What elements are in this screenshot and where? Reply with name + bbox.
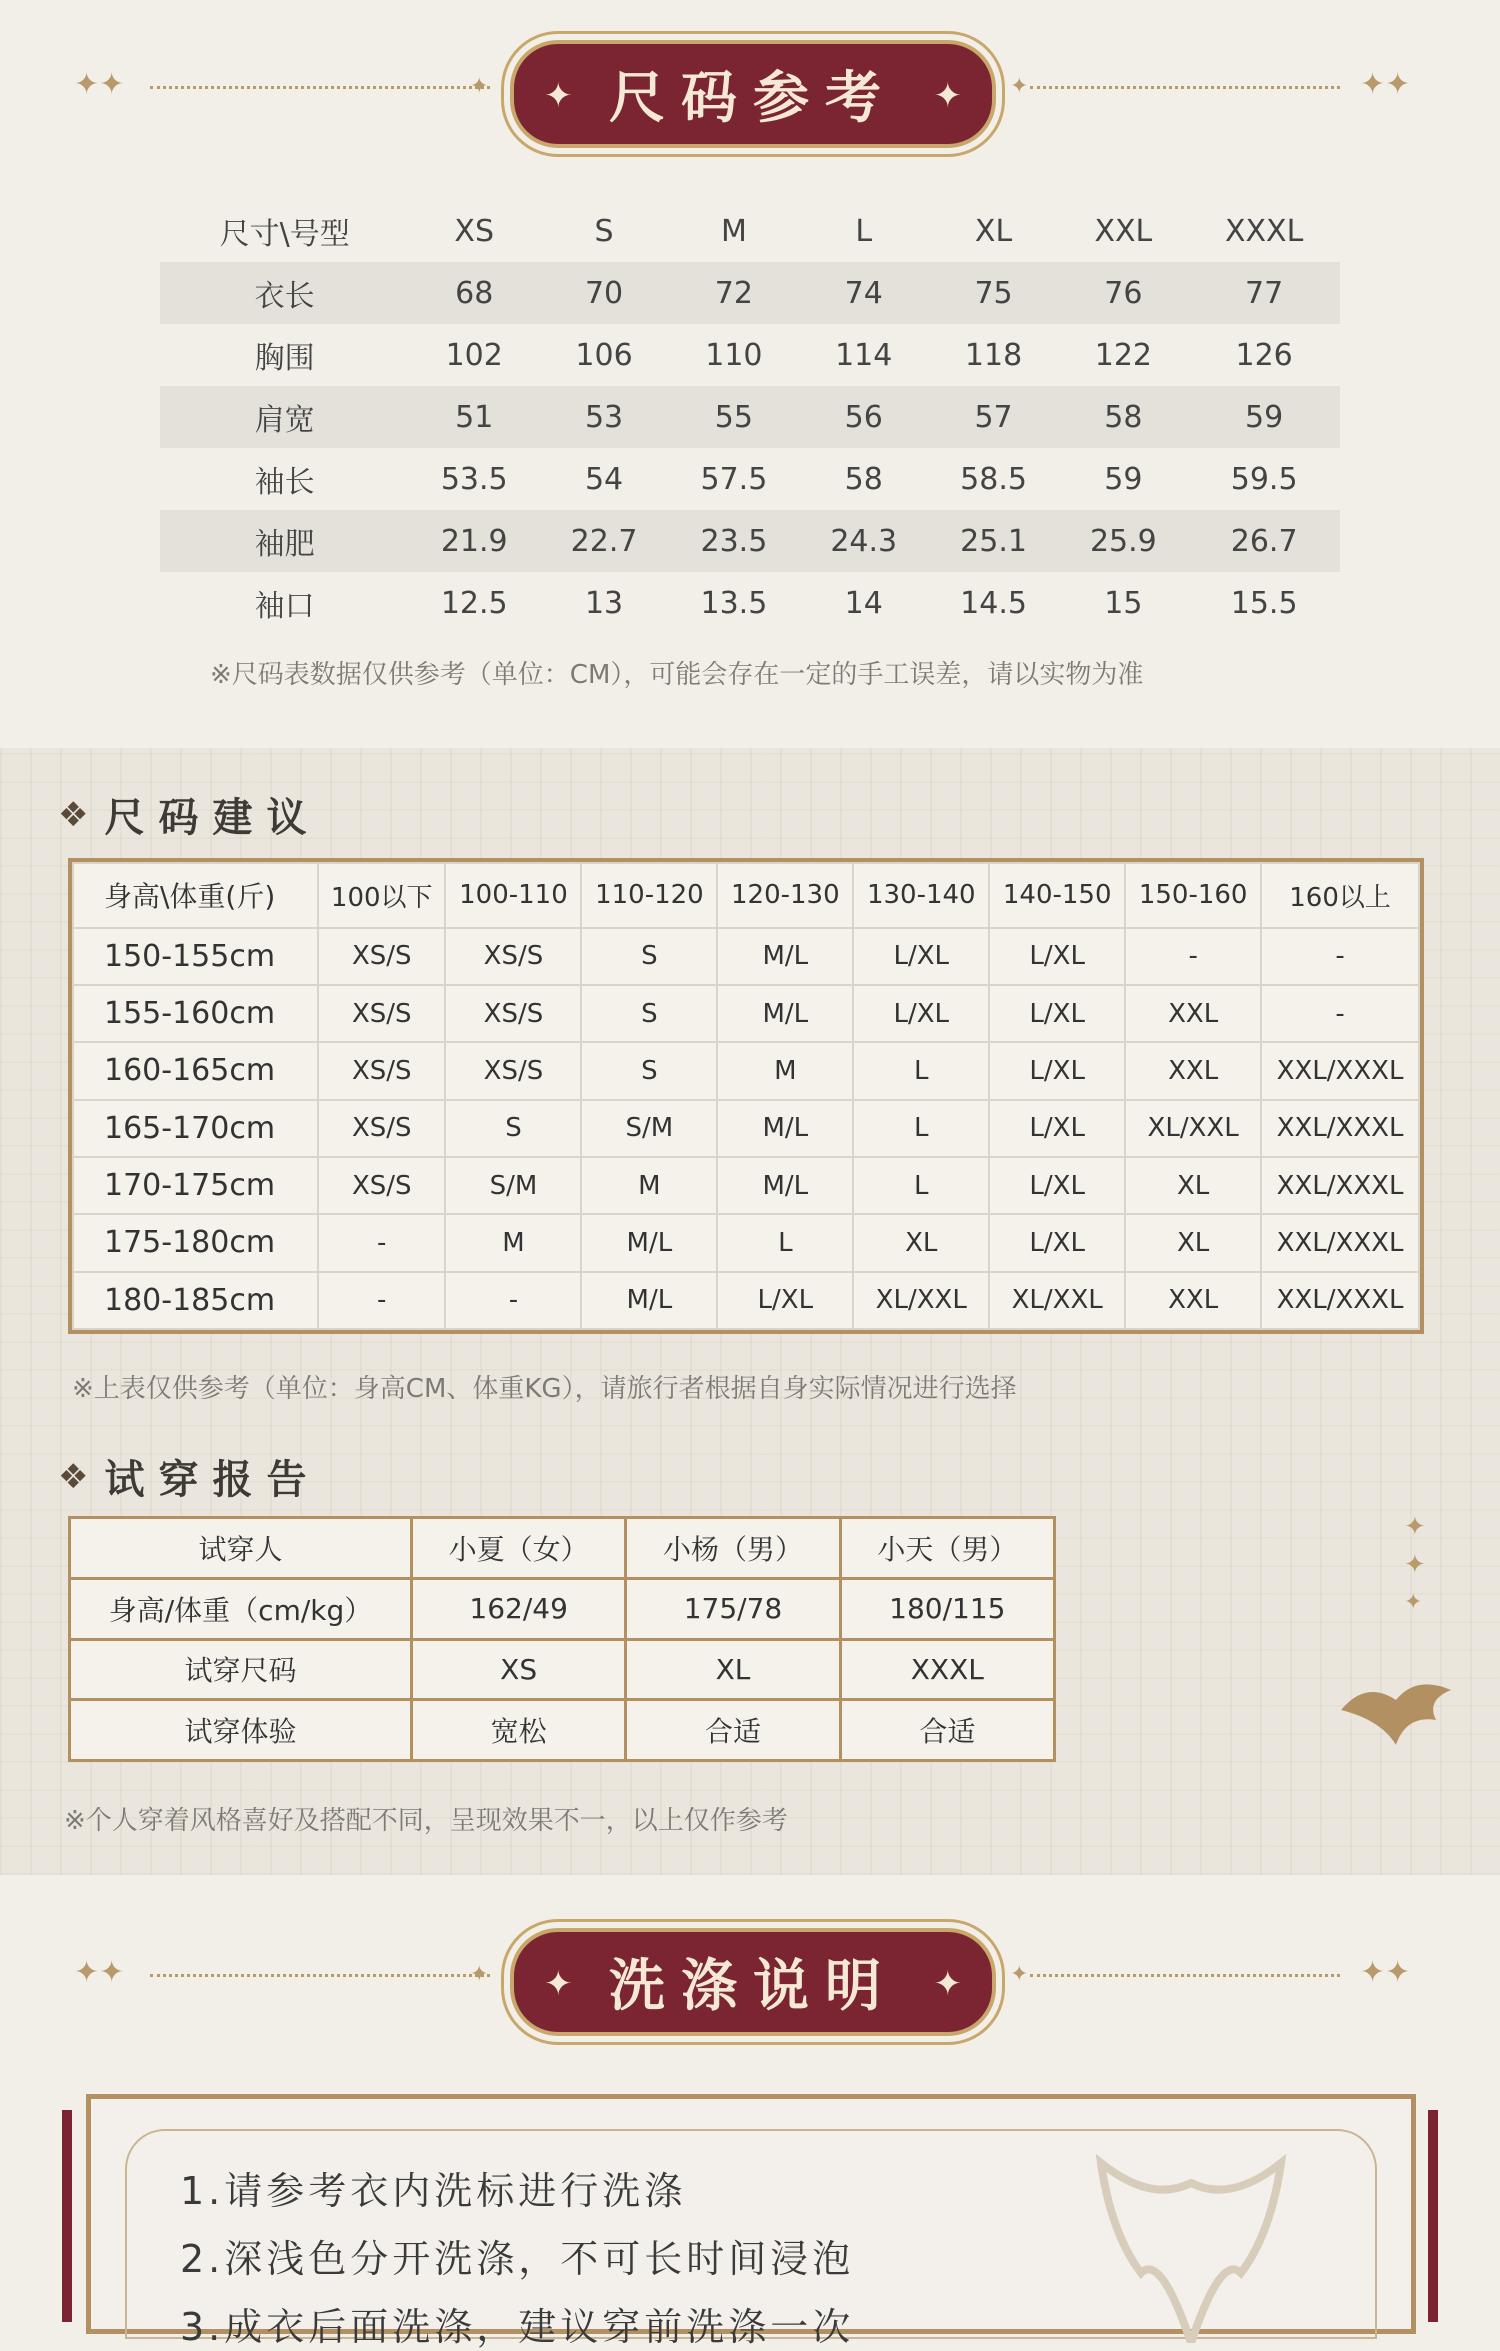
size-advice-table	[72, 862, 1420, 1330]
table-cell: 77	[1188, 262, 1340, 324]
table-cell: XL	[1125, 1214, 1261, 1271]
table-row	[73, 985, 1419, 1042]
table-cell: L/XL	[853, 985, 989, 1042]
table-cell: 59	[1188, 386, 1340, 448]
table-cell: XXL/XXXL	[1261, 1042, 1419, 1099]
table-cell: XS/S	[318, 1157, 445, 1214]
table-cell: 肩宽	[160, 386, 409, 448]
table-cell: XS/S	[318, 985, 445, 1042]
table-header-cell: L	[855, 213, 873, 249]
size-chart-banner	[510, 40, 996, 148]
section-subtitle: 试穿报告	[104, 1456, 321, 1503]
table-cell: 合适	[840, 1700, 1054, 1761]
table-cell: XXL	[1125, 1042, 1261, 1099]
table-header-cell: XS	[454, 213, 495, 249]
table-cell: L/XL	[989, 1100, 1125, 1157]
table-header-cell: XXL	[1094, 213, 1153, 249]
table-cell: L	[853, 1157, 989, 1214]
table-row	[160, 572, 1340, 634]
table-cell: 70	[539, 262, 669, 324]
size-advice-heading	[58, 786, 320, 843]
table-cell: XXL/XXXL	[1261, 1157, 1419, 1214]
table-cell: 59	[1104, 461, 1143, 497]
table-cell: S	[581, 1042, 717, 1099]
table-row	[70, 1518, 1055, 1579]
table-cell: -	[1261, 985, 1419, 1042]
table-cell: 25.9	[1058, 510, 1188, 572]
table-cell: 162/49	[412, 1578, 626, 1639]
table-row	[73, 1042, 1419, 1099]
table-cell: S	[445, 1100, 581, 1157]
phoenix-emblem-icon	[1336, 1670, 1456, 1750]
table-row	[73, 1100, 1419, 1157]
washing-step-3: 3.成衣后面洗涤，建议穿前洗涤一次	[180, 2305, 855, 2349]
trial-report-heading	[58, 1448, 320, 1505]
table-cell: M/L	[581, 1214, 717, 1271]
table-header-cell: XXXL	[1224, 213, 1304, 249]
table-cell: 51	[409, 386, 539, 448]
table-cell: XS	[412, 1639, 626, 1700]
table-header-cell: 130-140	[853, 863, 989, 928]
table-cell: M	[445, 1214, 581, 1271]
table-cell: 57.5	[700, 461, 768, 497]
table-row	[160, 510, 1340, 572]
table-cell: 58	[1058, 386, 1188, 448]
table-cell: -	[1125, 928, 1261, 985]
table-cell: 23.5	[669, 510, 799, 572]
sparkle-icon: ✦	[544, 76, 573, 116]
table-cell: 180/115	[840, 1578, 1054, 1639]
table-cell: 14.5	[960, 585, 1027, 621]
trial-report-note: ※个人穿着风格喜好及搭配不同，呈现效果不一，以上仅作参考	[64, 1806, 788, 1836]
table-row	[160, 386, 1340, 448]
sparkle-icon: ✦✦	[74, 1955, 125, 1990]
table-cell: 胸围	[254, 341, 315, 376]
table-header-cell: 尺寸\号型	[219, 217, 350, 252]
table-cell: 小夏（女）	[412, 1518, 626, 1579]
table-cell: 12.5	[440, 585, 508, 621]
table-cell: 15	[1104, 585, 1143, 621]
table-cell: 25.1	[929, 510, 1059, 572]
table-cell: 58.5	[960, 461, 1027, 497]
washing-step-2: 2.深浅色分开洗涤，不可长时间浸泡	[180, 2237, 855, 2281]
sparkle-icon: ✦✦	[74, 67, 125, 102]
table-cell: 59.5	[1230, 461, 1298, 497]
table-cell: 试穿人	[70, 1518, 412, 1579]
size-advice-table-frame	[68, 858, 1424, 1334]
table-row	[73, 1157, 1419, 1214]
table-header-cell: 150-160	[1125, 863, 1261, 928]
table-cell: 21.9	[409, 510, 539, 572]
table-cell: 102	[445, 337, 503, 373]
table-row	[73, 1214, 1419, 1271]
table-cell: -	[318, 1214, 445, 1271]
table-cell: 170-175cm	[73, 1157, 318, 1214]
table-cell: 身高/体重（cm/kg）	[70, 1578, 412, 1639]
table-cell: M/L	[717, 1157, 853, 1214]
table-cell: M/L	[717, 928, 853, 985]
table-cell: 衣长	[160, 262, 409, 324]
sparkle-icon: ✦	[933, 1964, 962, 2004]
table-cell: -	[445, 1272, 581, 1329]
sparkle-icon: ✦	[470, 1962, 489, 1987]
table-cell: L/XL	[989, 985, 1125, 1042]
frame-side-bar	[62, 2110, 72, 2322]
table-row	[70, 1639, 1055, 1700]
sparkle-icon: ✦	[933, 76, 962, 116]
table-cell: XXL/XXXL	[1261, 1100, 1419, 1157]
table-header-cell: 110-120	[581, 863, 717, 928]
table-cell: 小天（男）	[840, 1518, 1054, 1579]
table-cell: 126	[1235, 337, 1293, 373]
sparkle-icon: ✦	[544, 1964, 573, 2004]
diamond-icon: ❖	[58, 1456, 89, 1497]
table-cell: 106	[575, 337, 633, 373]
size-advice-note: ※上表仅供参考（单位：身高CM、体重KG），请旅行者根据自身实际情况进行选择	[72, 1374, 1017, 1404]
sparkle-icon: ✦	[470, 74, 489, 99]
table-header-cell: XL	[974, 213, 1013, 249]
table-cell: 160-165cm	[73, 1042, 318, 1099]
table-header-cell: M	[720, 213, 747, 249]
table-cell: XXL/XXXL	[1261, 1214, 1419, 1271]
table-cell: M	[581, 1157, 717, 1214]
table-cell: 114	[835, 337, 893, 373]
table-cell: 53.5	[440, 461, 508, 497]
table-cell: 72	[669, 262, 799, 324]
table-cell: 155-160cm	[73, 985, 318, 1042]
sparkle-icon: ✦✦	[1360, 1955, 1411, 1990]
table-cell: 74	[799, 262, 929, 324]
table-cell: XL	[1125, 1157, 1261, 1214]
owl-emblem-icon	[1071, 2143, 1311, 2343]
washing-step-1: 1.请参考衣内洗标进行洗涤	[180, 2169, 687, 2213]
sparkle-icon: ✦	[1404, 1550, 1426, 1580]
table-header-cell: 100以下	[318, 863, 445, 928]
table-cell: XS/S	[318, 928, 445, 985]
size-chart-table	[160, 200, 1340, 634]
table-cell: 175/78	[626, 1578, 840, 1639]
table-cell: S/M	[445, 1157, 581, 1214]
table-header-row	[73, 863, 1419, 928]
table-header-cell: 160以上	[1261, 863, 1419, 928]
table-cell: 袖口	[254, 589, 315, 624]
washing-banner	[510, 1928, 996, 2036]
table-cell: 合适	[626, 1700, 840, 1761]
table-cell: XL/XXL	[853, 1272, 989, 1329]
table-cell: 110	[705, 337, 763, 373]
table-cell: 150-155cm	[73, 928, 318, 985]
table-cell: 试穿体验	[70, 1700, 412, 1761]
sparkle-icon: ✦	[1010, 74, 1029, 99]
table-cell: XL/XXL	[1125, 1100, 1261, 1157]
trial-report-table	[68, 1516, 1056, 1762]
table-cell: -	[1261, 928, 1419, 985]
table-cell: L/XL	[989, 1214, 1125, 1271]
table-cell: 57	[929, 386, 1059, 448]
size-chart-note: ※尺码表数据仅供参考（单位：CM），可能会存在一定的手工误差，请以实物为准	[210, 660, 1144, 690]
table-cell: 75	[929, 262, 1059, 324]
table-cell: 118	[964, 337, 1023, 373]
table-cell: L/XL	[989, 1042, 1125, 1099]
table-cell: 175-180cm	[73, 1214, 318, 1271]
table-cell: XS/S	[445, 985, 581, 1042]
table-header-cell: 100-110	[445, 863, 581, 928]
table-header-row	[160, 200, 1340, 262]
table-cell: L/XL	[989, 1157, 1125, 1214]
divider	[150, 86, 490, 91]
table-row	[160, 262, 1340, 324]
table-cell: 54	[584, 461, 624, 497]
table-cell: S/M	[581, 1100, 717, 1157]
sparkle-icon: ✦✦	[1360, 67, 1411, 102]
table-cell: 小杨（男）	[626, 1518, 840, 1579]
table-cell: XS/S	[318, 1100, 445, 1157]
table-row	[73, 1272, 1419, 1329]
section-title: 尺码参考	[609, 65, 897, 131]
table-cell: XXXL	[840, 1639, 1054, 1700]
section-subtitle: 尺码建议	[104, 794, 321, 841]
table-cell: XXL	[1125, 1272, 1261, 1329]
table-cell: 55	[669, 386, 799, 448]
table-cell: 53	[539, 386, 669, 448]
table-cell: 165-170cm	[73, 1100, 318, 1157]
table-cell: 26.7	[1188, 510, 1340, 572]
section-title: 洗涤说明	[609, 1953, 897, 2019]
table-cell: 76	[1058, 262, 1188, 324]
table-cell: S	[581, 928, 717, 985]
table-cell: 13	[584, 585, 624, 621]
table-cell: L/XL	[853, 928, 989, 985]
table-row	[160, 448, 1340, 510]
table-cell: XS/S	[445, 928, 581, 985]
washing-header	[0, 1888, 1500, 2028]
table-cell: 袖长	[254, 465, 315, 500]
size-chart-header	[0, 0, 1500, 140]
table-row	[70, 1578, 1055, 1639]
divider	[1030, 1974, 1340, 1979]
sparkle-icon: ✦	[1404, 1590, 1423, 1615]
table-cell: XXL	[1125, 985, 1261, 1042]
table-cell: 122	[1094, 337, 1152, 373]
table-cell: S	[581, 985, 717, 1042]
table-cell: 22.7	[539, 510, 669, 572]
table-cell: M	[717, 1042, 853, 1099]
sparkle-icon: ✦	[1404, 1512, 1426, 1542]
diamond-icon: ❖	[58, 794, 89, 835]
table-header-cell: S	[594, 213, 614, 249]
table-cell: 180-185cm	[73, 1272, 318, 1329]
frame-side-bar	[1428, 2110, 1438, 2322]
table-cell: 13.5	[700, 585, 768, 621]
table-cell: 14	[844, 585, 883, 621]
table-cell: L/XL	[989, 928, 1125, 985]
table-header-cell: 身高\体重(斤)	[73, 863, 318, 928]
table-cell: 68	[409, 262, 539, 324]
table-cell: XS/S	[445, 1042, 581, 1099]
table-row	[160, 324, 1340, 386]
divider	[1030, 86, 1340, 91]
table-cell: XL/XXL	[989, 1272, 1125, 1329]
sparkle-icon: ✦	[1010, 1962, 1029, 1987]
table-cell: 15.5	[1230, 585, 1298, 621]
table-cell: L/XL	[717, 1272, 853, 1329]
table-cell: XS/S	[318, 1042, 445, 1099]
table-cell: 袖肥	[160, 510, 409, 572]
table-header-cell: 140-150	[989, 863, 1125, 928]
table-cell: M/L	[717, 1100, 853, 1157]
table-cell: -	[318, 1272, 445, 1329]
table-cell: 24.3	[799, 510, 929, 572]
table-cell: 宽松	[412, 1700, 626, 1761]
table-cell: 58	[844, 461, 883, 497]
table-cell: L	[853, 1042, 989, 1099]
table-cell: XL	[853, 1214, 989, 1271]
table-cell: M/L	[581, 1272, 717, 1329]
table-cell: M/L	[717, 985, 853, 1042]
divider	[150, 1974, 490, 1979]
table-cell: 56	[799, 386, 929, 448]
table-header-cell: 120-130	[717, 863, 853, 928]
table-cell: XXL/XXXL	[1261, 1272, 1419, 1329]
table-row	[73, 928, 1419, 985]
table-row	[70, 1700, 1055, 1761]
table-cell: L	[717, 1214, 853, 1271]
table-cell: XL	[626, 1639, 840, 1700]
table-cell: 试穿尺码	[70, 1639, 412, 1700]
table-cell: L	[853, 1100, 989, 1157]
